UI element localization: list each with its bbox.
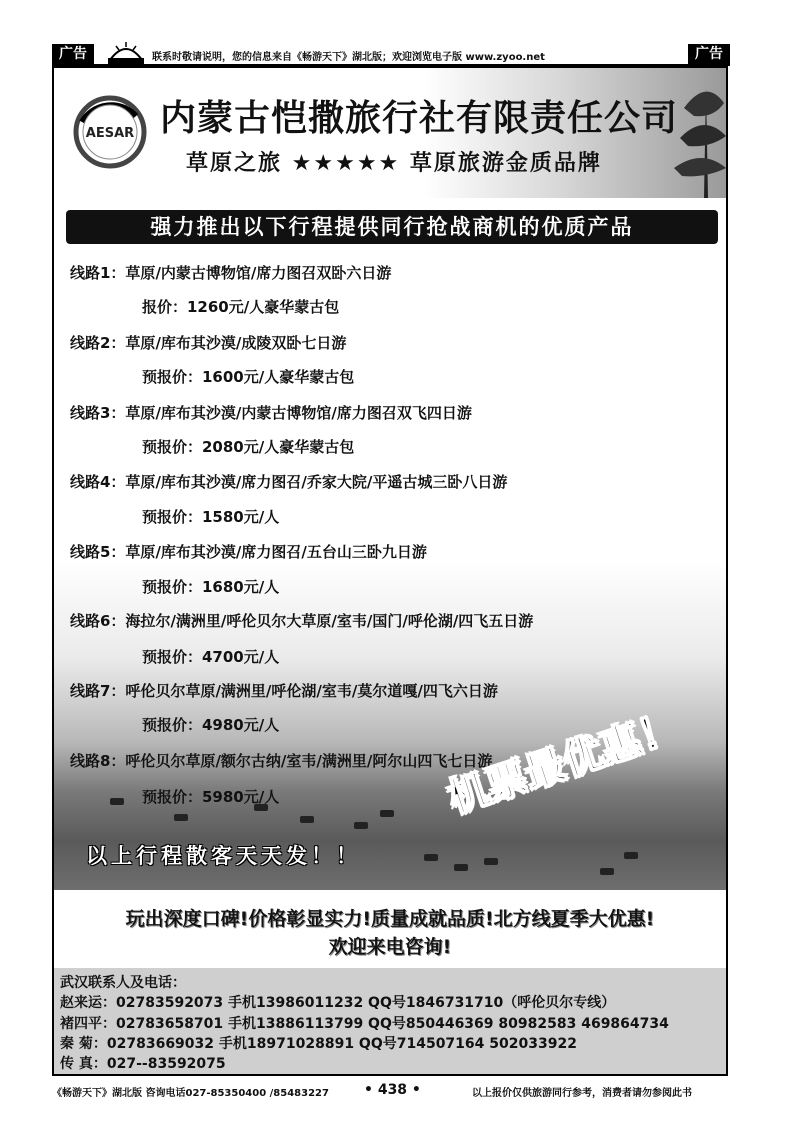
svg-text:AESAR: AESAR — [85, 126, 135, 141]
route-8-title: 线路8：呼伦贝尔草原/额尔古纳/室韦/满洲里/阿尔山四飞七日游 — [70, 752, 493, 770]
footer-publisher: 《畅游天下》湖北版 咨询电话027-85350400 /85483227 — [52, 1088, 329, 1099]
contacts-heading: 武汉联系人及电话： — [60, 975, 186, 991]
route-1-title: 线路1：草原/内蒙古博物馆/席力图召双卧六日游 — [70, 264, 392, 282]
magazine-logo-icon — [104, 40, 148, 66]
ticket-deal-badge: 机票最优惠！ — [442, 704, 686, 823]
tagline-primary: 玩出深度口碑!价格彰显实力!质量成就品质!北方线夏季大优惠! — [125, 908, 655, 930]
route-5-price: 预报价：1680元/人 — [142, 578, 280, 596]
contact-line: 褚四平：02783658701 手机13886113799 QQ号850446369 80982583 469864734 — [60, 1016, 669, 1032]
route-1-price: 报价：1260元/人豪华蒙古包 — [142, 298, 340, 316]
route-4-price: 预报价：1580元/人 — [142, 508, 280, 526]
contact-line: 秦 菊：02783669032 手机18971028891 QQ号714507164 502033922 — [60, 1036, 577, 1052]
route-7-title: 线路7：呼伦贝尔草原/满洲里/呼伦湖/室韦/莫尔道嘎/四飞六日游 — [70, 682, 498, 700]
footer-disclaimer: 以上报价仅供旅游同行参考，消费者请勿参阅此书 — [472, 1088, 692, 1099]
contact-line: 赵来运：02783592073 手机13986011232 QQ号1846731710（呼伦贝尔专线） — [60, 995, 616, 1011]
route-3-title: 线路3：草原/库布其沙漠/内蒙古博物馆/席力图召双飞四日游 — [70, 404, 472, 422]
route-3-price: 预报价：2080元/人豪华蒙古包 — [142, 438, 355, 456]
page-number: • 438 • — [364, 1082, 421, 1098]
ad-label-right: 广告 — [688, 44, 730, 64]
ad-label-left: 广告 — [52, 44, 94, 64]
route-2-title: 线路2：草原/库布其沙漠/成陵双卧七日游 — [70, 334, 347, 352]
promo-banner: 强力推出以下行程提供同行抢战商机的优质产品 — [66, 210, 718, 244]
daily-departure-note: 以上行程散客天天发！！ — [86, 844, 361, 868]
contact-notice: 联系时敬请说明，您的信息来自《畅游天下》湖北版；欢迎浏览电子版 www.zyoo.net — [152, 52, 545, 63]
contact-line: 传 真：027--83592075 — [60, 1056, 226, 1072]
route-2-price: 预报价：1600元/人豪华蒙古包 — [142, 368, 355, 386]
ad-frame — [52, 66, 728, 1076]
route-7-price: 预报价：4980元/人 — [142, 716, 280, 734]
slogan: 草原之旅 ★★★★★ 草原旅游金质品牌 — [186, 151, 602, 176]
route-6-price: 预报价：4700元/人 — [142, 648, 280, 666]
route-4-title: 线路4：草原/库布其沙漠/席力图召/乔家大院/平遥古城三卧八日游 — [70, 473, 508, 491]
tagline-secondary: 欢迎来电咨询! — [328, 936, 452, 958]
route-5-title: 线路5：草原/库布其沙漠/席力图召/五台山三卧九日游 — [70, 543, 427, 561]
route-6-title: 线路6：海拉尔/满洲里/呼伦贝尔大草原/室韦/国门/呼伦湖/四飞五日游 — [70, 612, 534, 630]
company-name: 内蒙古恺撒旅行社有限责任公司 — [160, 97, 679, 139]
route-8-price: 预报价：5980元/人 — [142, 788, 280, 806]
